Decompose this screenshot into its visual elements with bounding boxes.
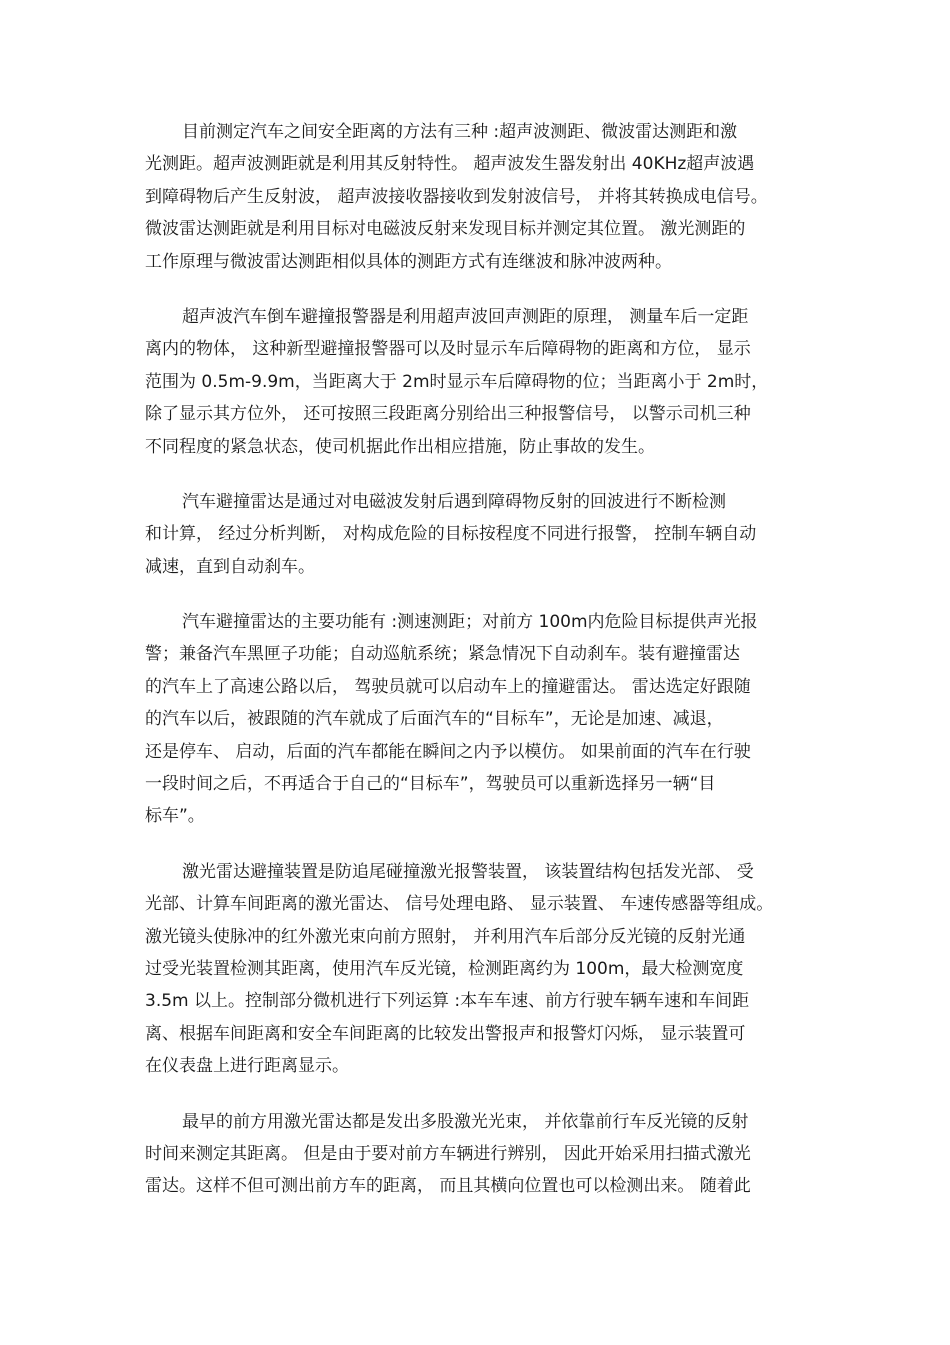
text-line: 在仪表盘上进行距离显示。 [145,1056,349,1077]
paragraph-distance-methods [145,116,810,278]
paragraph-laser-radar-device [145,856,810,1083]
text-line: 的汽车以后，被跟随的汽车就成了后面汽车的“目标车”，无论是加速、减退， [145,709,724,730]
text-line: 还是停车、 启动，后面的汽车都能在瞬间之内予以模仿。 如果前面的汽车在行驶 [145,741,751,762]
text-line: 范围为 0.5m-9.9m，当距离大于 2m时显示车后障碍物的位；当距离小于 2m时， [145,371,769,392]
text-line: 的汽车上了高速公路以后， 驾驶员就可以启动车上的撞避雷达。 雷达选定好跟随 [145,676,751,697]
text-line: 离内的物体， 这种新型避撞报警器可以及时显示车后障碍物的距离和方位， 显示 [145,339,751,360]
paragraph-gap [145,278,810,301]
text-line: 雷达。这样不但可测出前方车的距离， 而且其横向位置也可以检测出来。 随着此 [145,1176,751,1197]
text-line: 时间来测定其距离。 但是由于要对前方车辆进行辨别， 因此开始采用扫描式激光 [145,1143,751,1164]
text-line: 到障碍物后产生反射波， 超声波接收器接收到发射波信号， 并将其转换成电信号。 [145,186,768,207]
text-line: 光部、计算车间距离的激光雷达、 信号处理电路、 显示装置、 车速传感器等组成。 [145,894,774,915]
paragraph-scanning-laser-radar [145,1106,810,1203]
text-line: 汽车避撞雷达是通过对电磁波发射后遇到障碍物反射的回波进行不断检测 [182,491,726,512]
text-line: 过受光装置检测其距离，使用汽车反光镜，检测距离约为 100m，最大检测宽度 [145,958,744,979]
text-line: 光测距。超声波测距就是利用其反射特性。 超声波发生器发射出 40KHz超声波遇 [145,154,755,175]
text-line: 最早的前方用激光雷达都是发出多股激光光束， 并依靠前行车反光镜的反射 [182,1111,749,1132]
paragraph-gap [145,583,810,606]
text-line: 标车”。 [145,806,205,827]
text-line: 3.5m 以上。控制部分微机进行下列运算 :本车车速、前方行驶车辆车速和车间距 [145,991,750,1012]
text-line: 微波雷达测距就是利用目标对电磁波反射来发现目标并测定其位置。 激光测距的 [145,219,746,240]
paragraph-ultrasonic-alarm [145,301,810,463]
paragraph-collision-radar [145,486,810,583]
text-line: 和计算， 经过分析判断， 对构成危险的目标按程度不同进行报警， 控制车辆自动 [145,524,757,545]
text-line: 除了显示其方位外， 还可按照三段距离分别给出三种报警信号， 以警示司机三种 [145,404,751,425]
paragraph-gap [145,1083,810,1106]
text-line: 激光雷达避撞装置是防追尾碰撞激光报警装置， 该装置结构包括发光部、 受 [182,861,754,882]
text-line: 离、根据车间距离和安全车间距离的比较发出警报声和报警灯闪烁， 显示装置可 [145,1023,746,1044]
text-line: 目前测定汽车之间安全距离的方法有三种 :超声波测距、微波雷达测距和激 [182,122,738,142]
text-line: 超声波汽车倒车避撞报警器是利用超声波回声测距的原理， 测量车后一定距 [182,306,749,327]
text-line: 减速，直到自动刹车。 [145,556,315,577]
text-line: 汽车避撞雷达的主要功能有 :测速测距；对前方 100m内危险目标提供声光报 [182,612,758,633]
text-line: 不同程度的紧急状态，使司机据此作出相应措施，防止事故的发生。 [145,436,655,457]
paragraph-gap [145,833,810,856]
text-line: 一段时间之后，不再适合于自己的“目标车”，驾驶员可以重新选择另一辆“目 [145,774,716,795]
text-line: 警；兼备汽车黑匣子功能；自动巡航系统；紧急情况下自动刹车。装有避撞雷达 [145,644,740,665]
text-line: 工作原理与微波雷达测距相似具体的测距方式有连继波和脉冲波两种。 [145,251,672,272]
paragraph-gap [145,463,810,486]
text-line: 激光镜头使脉冲的红外激光束向前方照射， 并利用汽车后部分反光镜的反射光通 [145,926,746,947]
paragraph-radar-functions [145,606,810,833]
document-body [145,116,810,1203]
